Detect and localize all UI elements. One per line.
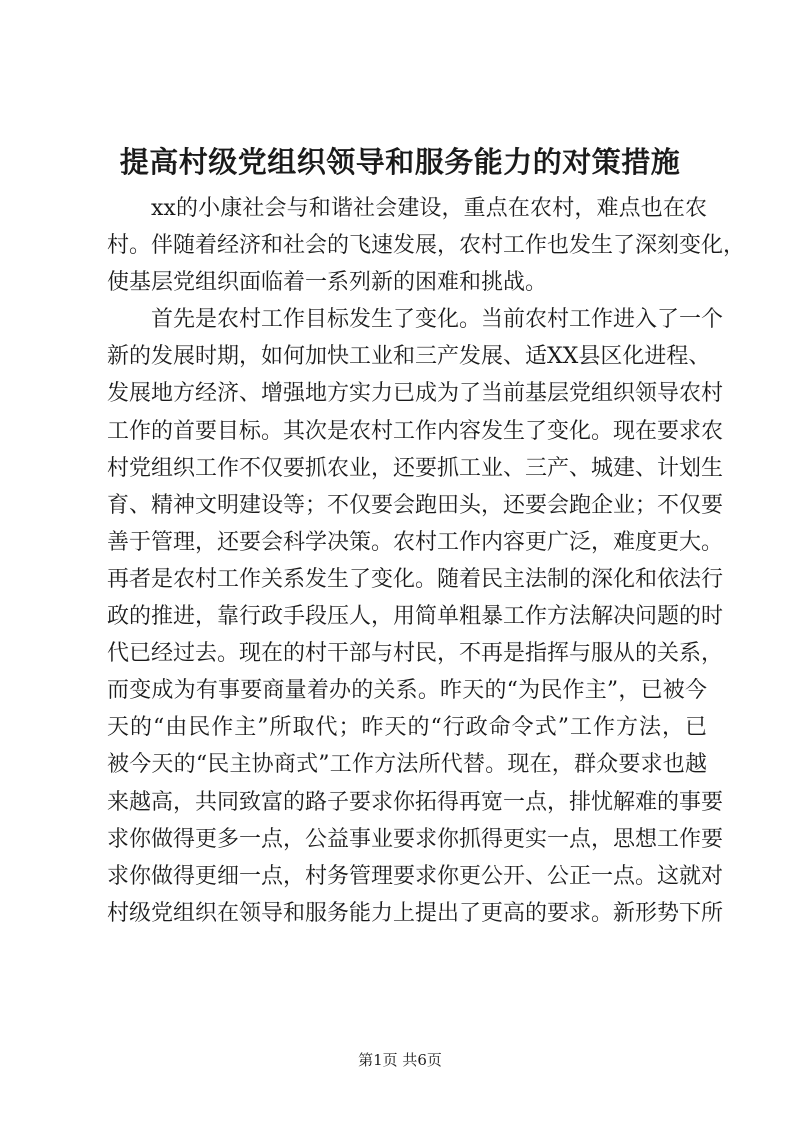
paragraph-2-line-6: 育、精神文明建设等；不仅要会跑田头，还要会跑企业；不仅要	[107, 492, 724, 518]
paragraph-2-line-16: 求你做得更细一点，村务管理要求你更公开、公正一点。这就对	[107, 863, 724, 889]
paragraph-2-line-5: 村党组织工作不仅要抓农业，还要抓工业、三产、城建、计划生	[107, 455, 724, 481]
paragraph-1-line-3: 使基层党组织面临着一系列新的困难和挑战。	[107, 270, 548, 296]
paragraph-2-line-1: 首先是农村工作目标发生了变化。当前农村工作进入了一个	[151, 307, 724, 333]
paragraph-2-line-11: 而变成为有事要商量着办的关系。昨天的“为民作主”，已被今	[107, 678, 707, 704]
paragraph-2-line-15: 求你做得更多一点，公益事业要求你抓得更实一点，思想工作要	[107, 826, 724, 852]
paragraph-2-line-7: 善于管理，还要会科学决策。农村工作内容更广泛，难度更大。	[107, 529, 724, 555]
paragraph-2-line-2: 新的发展时期，如何加快工业和三产发展、适XX县区化进程、	[107, 344, 711, 370]
page-footer: 第1页 共6页	[358, 1051, 442, 1069]
paragraph-2-line-8: 再者是农村工作关系发生了变化。随着民主法制的深化和依法行	[107, 566, 724, 592]
paragraph-2-line-12: 天的“由民作主”所取代；昨天的“行政命令式”工作方法，已	[107, 715, 707, 741]
paragraph-2-line-10: 代已经过去。现在的村干部与村民，不再是指挥与服从的关系，	[107, 641, 724, 667]
paragraph-1-line-1: xx的小康社会与和谐社会建设，重点在农村，难点也在农	[151, 196, 707, 221]
document-body	[107, 190, 746, 932]
paragraph-1-line-2: 村。伴随着经济和社会的飞速发展，农村工作也发生了深刻变化，	[107, 233, 746, 259]
paragraph-2-line-9: 政的推进，靠行政手段压人，用简单粗暴工作方法解决问题的时	[107, 604, 724, 630]
paragraph-2-line-14: 来越高，共同致富的路子要求你拓得再宽一点，排忧解难的事要	[107, 789, 724, 815]
paragraph-2-line-4: 工作的首要目标。其次是农村工作内容发生了变化。现在要求农	[107, 418, 724, 444]
paragraph-2-line-13: 被今天的“民主协商式”工作方法所代替。现在，群众要求也越	[107, 752, 707, 778]
paragraph-2-line-3: 发展地方经济、增强地方实力已成为了当前基层党组织领导农村	[107, 381, 724, 407]
paragraph-2-line-17: 村级党组织在领导和服务能力上提出了更高的要求。新形势下所	[107, 900, 724, 926]
document-title: 提高村级党组织领导和服务能力的对策措施	[119, 145, 681, 179]
